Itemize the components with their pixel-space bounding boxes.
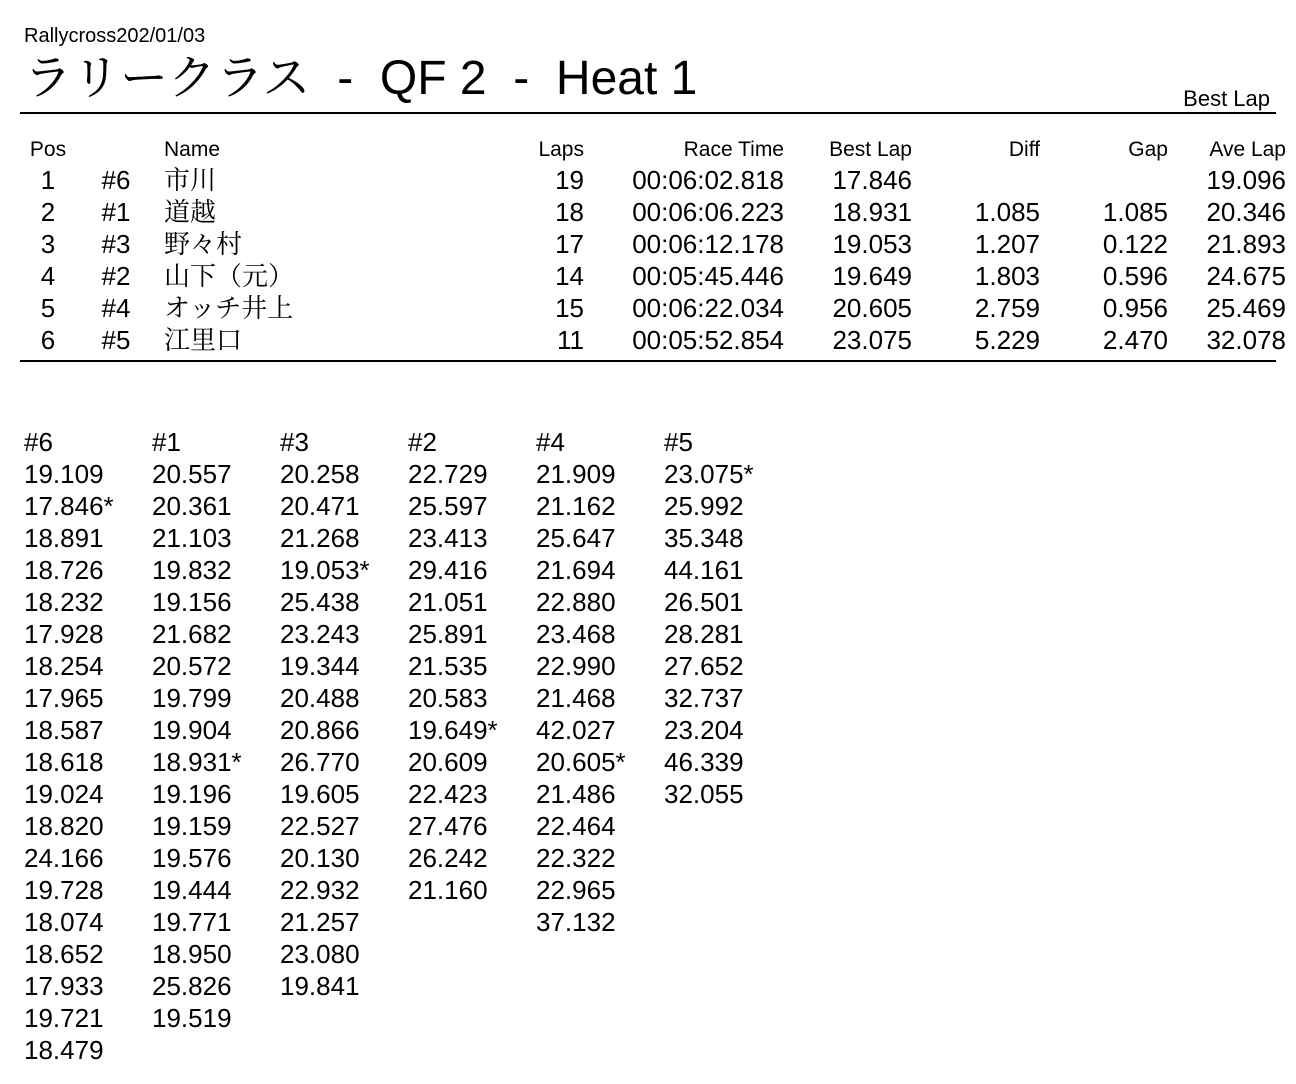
lap-time: 21.257 (280, 907, 360, 937)
lap-time: 19.024 (24, 779, 104, 809)
lap-time: 19.344 (280, 651, 360, 681)
lap-time: 35.348 (664, 523, 744, 553)
lap-time: 25.438 (280, 587, 360, 617)
result-best-lap: 20.605 (832, 293, 912, 323)
lap-time: 18.232 (24, 587, 104, 617)
lap-time: 20.258 (280, 459, 360, 489)
lap-time: 18.618 (24, 747, 104, 777)
lap-time: 21.268 (280, 523, 360, 553)
lap-time: 17.928 (24, 619, 104, 649)
result-ave-lap: 25.469 (1206, 293, 1286, 323)
lap-time: 23.075* (664, 459, 754, 489)
result-driver-name: オッチ井上 (164, 293, 294, 323)
lap-time: 20.866 (280, 715, 360, 745)
result-best-lap: 18.931 (832, 197, 912, 227)
lap-column-car-number: #1 (152, 427, 181, 457)
lap-time: 18.891 (24, 523, 104, 553)
lap-time: 19.649* (408, 715, 498, 745)
result-driver-name: 野々村 (164, 229, 243, 259)
lap-time: 20.488 (280, 683, 360, 713)
col-laps-header: Laps (538, 138, 584, 161)
lap-time: 18.074 (24, 907, 104, 937)
result-diff: 5.229 (974, 325, 1040, 355)
lap-time: 21.486 (536, 779, 616, 809)
result-pos: 6 (40, 325, 56, 355)
lap-column (536, 426, 664, 1066)
result-race-time: 00:06:12.178 (632, 229, 784, 259)
lap-time: 21.535 (408, 651, 488, 681)
lap-time: 27.652 (664, 651, 744, 681)
lap-time: 22.880 (536, 587, 616, 617)
lap-time: 18.726 (24, 555, 104, 585)
lap-time: 22.322 (536, 843, 616, 873)
lap-time: 18.652 (24, 939, 104, 969)
lap-time: 19.109 (24, 459, 104, 489)
lap-column-car-number: #2 (408, 427, 437, 457)
lap-time: 25.826 (152, 971, 232, 1001)
result-pos: 2 (40, 197, 56, 227)
result-driver-name: 山下（元） (164, 261, 295, 291)
lap-time: 19.832 (152, 555, 232, 585)
results-table (24, 136, 1286, 356)
results-header-row (24, 136, 1286, 164)
lap-time: 23.413 (408, 523, 488, 553)
lap-time: 20.605* (536, 747, 626, 777)
bottom-divider (20, 360, 1276, 362)
result-laps: 14 (555, 261, 584, 291)
lap-time: 44.161 (664, 555, 744, 585)
col-race-time-header: Race Time (683, 138, 784, 161)
result-driver-name: 市川 (164, 165, 217, 195)
result-car-number: #2 (101, 261, 131, 291)
lap-column-car-number: #6 (24, 427, 53, 457)
lap-time: 32.737 (664, 683, 744, 713)
result-best-lap: 19.053 (832, 229, 912, 259)
result-best-lap: 17.846 (832, 165, 912, 195)
lap-time: 18.587 (24, 715, 104, 745)
result-ave-lap: 19.096 (1206, 165, 1286, 195)
lap-time: 21.162 (536, 491, 616, 521)
lap-time: 19.728 (24, 875, 104, 905)
lap-time: 22.423 (408, 779, 488, 809)
result-car-number: #5 (101, 325, 131, 355)
col-pos-header: Pos (29, 138, 67, 161)
table-row (24, 196, 1286, 228)
lap-time: 19.576 (152, 843, 232, 873)
lap-time: 20.609 (408, 747, 488, 777)
lap-time: 23.080 (280, 939, 360, 969)
lap-time: 19.605 (280, 779, 360, 809)
lap-column (24, 426, 152, 1066)
lap-time: 23.204 (664, 715, 744, 745)
result-diff: 1.085 (974, 197, 1040, 227)
result-car-number: #1 (101, 197, 131, 227)
lap-time: 21.694 (536, 555, 616, 585)
result-car-number: #4 (101, 293, 131, 323)
lap-time: 22.729 (408, 459, 488, 489)
table-row (24, 164, 1286, 196)
result-diff: 1.803 (974, 261, 1040, 291)
lap-column (280, 426, 408, 1066)
table-row (24, 324, 1286, 356)
result-race-time: 00:06:06.223 (632, 197, 784, 227)
lap-time: 25.647 (536, 523, 616, 553)
lap-time: 19.904 (152, 715, 232, 745)
lap-time: 19.721 (24, 1003, 104, 1033)
table-row (24, 260, 1286, 292)
col-number-header (72, 136, 160, 164)
lap-time: 29.416 (408, 555, 488, 585)
lap-time: 21.468 (536, 683, 616, 713)
lap-time: 22.527 (280, 811, 360, 841)
lap-time: 18.254 (24, 651, 104, 681)
result-diff: 1.207 (974, 229, 1040, 259)
lap-time: 25.891 (408, 619, 488, 649)
result-gap: 0.596 (1102, 261, 1168, 291)
result-car-number: #6 (101, 165, 131, 195)
lap-time: 37.132 (536, 907, 616, 937)
lap-time: 20.583 (408, 683, 488, 713)
ranking-mode-label: Best Lap (1183, 86, 1270, 111)
lap-time: 19.519 (152, 1003, 232, 1033)
lap-time: 26.501 (664, 587, 744, 617)
result-driver-name: 江里口 (164, 325, 243, 355)
lap-column (408, 426, 536, 1066)
result-laps: 15 (555, 293, 584, 323)
lap-time: 19.159 (152, 811, 232, 841)
result-driver-name: 道越 (164, 197, 217, 227)
result-ave-lap: 20.346 (1206, 197, 1286, 227)
result-gap: 0.122 (1102, 229, 1168, 259)
lap-column-car-number: #4 (536, 427, 565, 457)
lap-time: 20.557 (152, 459, 232, 489)
lap-time: 21.160 (408, 875, 488, 905)
lap-time: 22.990 (536, 651, 616, 681)
result-ave-lap: 21.893 (1206, 229, 1286, 259)
lap-time: 19.799 (152, 683, 232, 713)
result-pos: 1 (40, 165, 56, 195)
lap-time: 17.933 (24, 971, 104, 1001)
lap-time: 18.820 (24, 811, 104, 841)
result-gap (1040, 164, 1168, 196)
lap-time: 23.468 (536, 619, 616, 649)
result-diff: 2.759 (974, 293, 1040, 323)
lap-time: 21.051 (408, 587, 488, 617)
result-gap: 2.470 (1102, 325, 1168, 355)
table-row (24, 292, 1286, 324)
lap-time: 20.130 (280, 843, 360, 873)
lap-time: 19.444 (152, 875, 232, 905)
lap-column-car-number: #3 (280, 427, 309, 457)
lap-time: 24.166 (24, 843, 104, 873)
page-title: ラリークラス - QF 2 - Heat 1 (24, 52, 698, 105)
col-gap-header: Gap (1128, 138, 1168, 161)
lap-time: 22.932 (280, 875, 360, 905)
lap-column (664, 426, 792, 1066)
result-diff (912, 164, 1040, 196)
lap-time: 46.339 (664, 747, 744, 777)
lap-time: 32.055 (664, 779, 744, 809)
lap-time: 23.243 (280, 619, 360, 649)
lap-column (152, 426, 280, 1066)
event-subtitle: Rallycross202/01/03 (24, 25, 206, 47)
top-divider (20, 112, 1276, 114)
lap-time: 18.931* (152, 747, 242, 777)
lap-time: 26.770 (280, 747, 360, 777)
result-best-lap: 19.649 (832, 261, 912, 291)
result-pos: 3 (40, 229, 56, 259)
result-gap: 1.085 (1102, 197, 1168, 227)
lap-time: 22.965 (536, 875, 616, 905)
result-laps: 17 (555, 229, 584, 259)
result-laps: 11 (557, 325, 584, 355)
result-race-time: 00:05:52.854 (632, 325, 784, 355)
result-race-time: 00:05:45.446 (632, 261, 784, 291)
lap-time: 25.597 (408, 491, 488, 521)
lap-time: 28.281 (664, 619, 744, 649)
lap-time: 22.464 (536, 811, 616, 841)
lap-time: 19.196 (152, 779, 232, 809)
lap-column-car-number: #5 (664, 427, 693, 457)
lap-time: 19.156 (152, 587, 232, 617)
lap-time: 20.471 (280, 491, 360, 521)
result-pos: 4 (40, 261, 56, 291)
result-ave-lap: 32.078 (1206, 325, 1286, 355)
result-gap: 0.956 (1102, 293, 1168, 323)
result-best-lap: 23.075 (832, 325, 912, 355)
lap-time: 25.992 (664, 491, 744, 521)
col-name-header: Name (164, 138, 221, 161)
col-ave-lap-header: Ave Lap (1209, 138, 1286, 161)
lap-times-grid (24, 426, 792, 1066)
col-best-lap-header: Best Lap (829, 138, 912, 161)
lap-time: 20.572 (152, 651, 232, 681)
result-pos: 5 (40, 293, 56, 323)
lap-time: 42.027 (536, 715, 616, 745)
lap-time: 26.242 (408, 843, 488, 873)
lap-time: 18.950 (152, 939, 232, 969)
result-race-time: 00:06:02.818 (632, 165, 784, 195)
result-car-number: #3 (101, 229, 131, 259)
lap-time: 19.841 (280, 971, 360, 1001)
lap-time: 19.053* (280, 555, 370, 585)
result-ave-lap: 24.675 (1206, 261, 1286, 291)
lap-time: 27.476 (408, 811, 488, 841)
table-row (24, 228, 1286, 260)
lap-time: 21.103 (152, 523, 232, 553)
lap-time: 17.846* (24, 491, 114, 521)
lap-time: 18.479 (24, 1035, 104, 1065)
lap-time: 21.909 (536, 459, 616, 489)
result-race-time: 00:06:22.034 (632, 293, 784, 323)
result-laps: 18 (555, 197, 584, 227)
result-laps: 19 (555, 165, 584, 195)
lap-time: 21.682 (152, 619, 232, 649)
lap-time: 20.361 (152, 491, 232, 521)
lap-time: 19.771 (152, 907, 232, 937)
col-diff-header: Diff (1008, 138, 1040, 161)
lap-time: 17.965 (24, 683, 104, 713)
